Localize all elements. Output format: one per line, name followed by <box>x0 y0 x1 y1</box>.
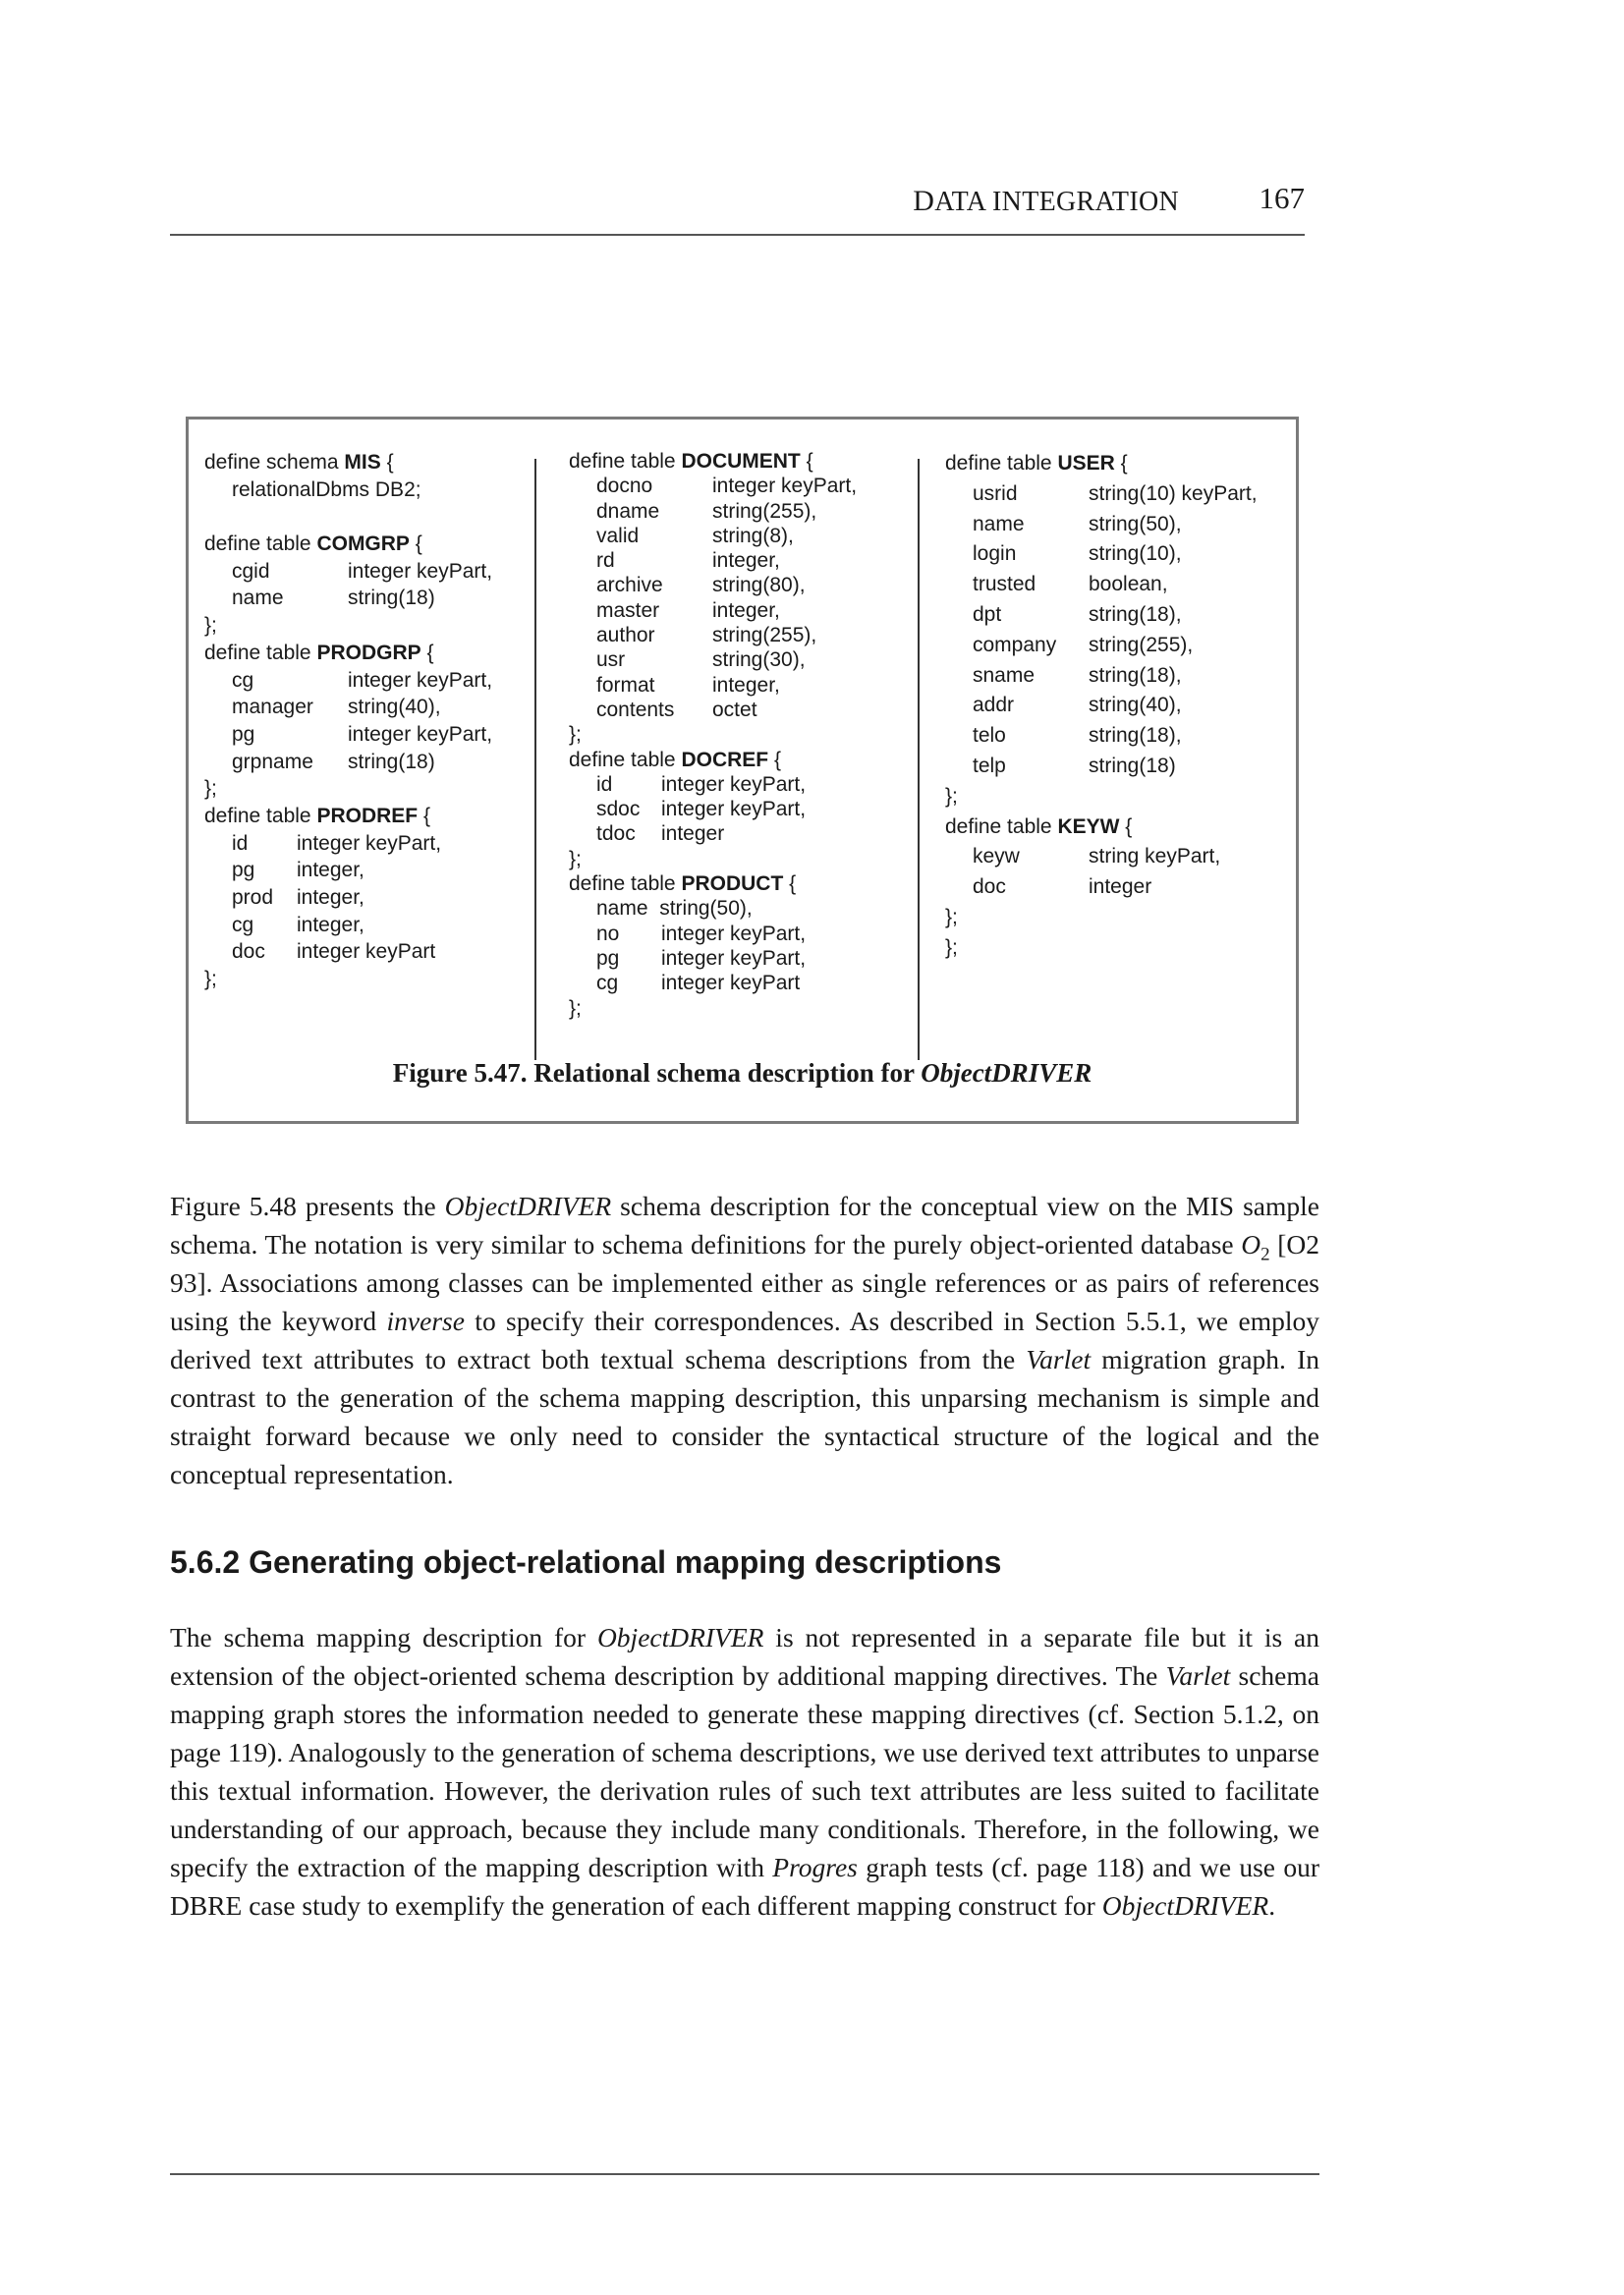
code-line: define table COMGRP { <box>204 532 422 556</box>
code-line: doc integer <box>973 875 1152 899</box>
code-line: master integer, <box>596 598 780 622</box>
schema-column-1 <box>204 449 492 993</box>
code-line: dname string(255), <box>596 499 817 523</box>
code-line: contents octet <box>596 698 757 721</box>
code-line: name string(18) <box>232 587 435 610</box>
code-line: pg integer, <box>232 859 364 882</box>
code-line: author string(255), <box>596 624 817 647</box>
code-line: grpname string(18) <box>232 750 435 773</box>
footer-rule <box>170 2173 1319 2175</box>
code-line: relationalDbms DB2; <box>232 477 421 501</box>
running-title: DATA INTEGRATION <box>913 185 1179 217</box>
schema-column-3 <box>945 449 1258 964</box>
code-line: trusted boolean, <box>973 573 1168 596</box>
code-line: cg integer keyPart, <box>232 668 493 692</box>
figure-5-47 <box>186 417 1299 1124</box>
column-divider <box>918 459 920 1060</box>
code-line: define table USER { <box>945 452 1128 475</box>
code-line: doc integer keyPart <box>232 940 436 964</box>
code-line: }; <box>204 614 217 638</box>
section-heading: 5.6.2 Generating object-relational mapping descriptions <box>170 1544 1002 1580</box>
code-line: }; <box>569 996 582 1020</box>
code-line: manager string(40), <box>232 696 441 719</box>
code-line: pg integer keyPart, <box>596 946 807 970</box>
code-line: format integer, <box>596 673 780 697</box>
body-paragraph: Figure 5.48 presents the ObjectDRIVER schema description for the conceptual view on the MIS sample schema. The notation is very similar to schema definitions for the purely object-oriented database $O_2$ [O2 93]. Associations among classes can be implemented either as single references or as pairs of references using the keyword inverse to specify their correspondences. As described in Section 5.5.1, we employ derived text attributes to extract both textual schema descriptions from the Varlet migration graph. In contrast to the generation of the schema mapping description, this unparsing mechanism is simple and straight forward because we only need to consider the syntactical structure of the logical and the conceptual representation. <box>170 1191 1319 1489</box>
column-divider <box>534 459 536 1060</box>
code-line: valid string(8), <box>596 524 794 547</box>
code-line: define table PRODGRP { <box>204 641 434 664</box>
code-line: sdoc integer keyPart, <box>596 798 807 821</box>
code-line: define table PRODREF { <box>204 804 430 827</box>
code-line: name string(50), <box>973 512 1182 535</box>
code-line: }; <box>945 784 958 808</box>
code-line: define table DOCREF { <box>569 748 781 771</box>
code-line: company string(255), <box>973 633 1194 656</box>
code-line: }; <box>204 777 217 801</box>
code-line: cg integer, <box>232 913 364 936</box>
schema-column-2 <box>569 449 857 1021</box>
code-line <box>204 503 492 531</box>
code-line: archive string(80), <box>596 574 806 597</box>
code-line: }; <box>945 935 958 959</box>
code-line: usr string(30), <box>596 648 806 672</box>
code-line: id integer keyPart, <box>596 772 807 796</box>
code-line: keyw string keyPart, <box>973 845 1221 868</box>
code-line: rd integer, <box>596 549 780 573</box>
body-paragraph: The schema mapping description for ObjectDRIVER is not represented in a separate file but it is an extension of the object-oriented schema description by additional mapping directives. The Varlet schema mapping graph stores the information needed to generate these mapping directives (cf. Section 5.1.2, on page 119). Analogously to the generation of schema descriptions, we use derived text attributes to unparse this textual information. However, the derivation rules of such text attributes are less suited to facilitate understanding of our approach, because they include many conditionals. Therefore, in the following, we specify the extraction of the mapping description with Progres graph tests (cf. page 118) and we use our DBRE case study to exemplify the generation of each different mapping construct for ObjectDRIVER. <box>170 1622 1319 1921</box>
code-line: login string(10), <box>973 542 1182 566</box>
running-header <box>170 181 1305 236</box>
code-line: sname string(18), <box>973 663 1182 687</box>
code-line: }; <box>945 905 958 928</box>
code-line: define table KEYW { <box>945 814 1133 838</box>
code-line: define table PRODUCT { <box>569 872 797 896</box>
code-line: prod integer, <box>232 886 364 909</box>
code-line: }; <box>569 847 582 870</box>
figure-caption: Figure 5.47. Relational schema description for ObjectDRIVER <box>392 1058 1092 1088</box>
code-line: telp string(18) <box>973 754 1176 777</box>
code-line: usrid string(10) keyPart, <box>973 481 1258 505</box>
code-line: name string(50), <box>596 897 753 921</box>
code-line: }; <box>204 968 217 991</box>
code-line: no integer keyPart, <box>596 922 807 945</box>
code-line: define schema MIS { <box>204 451 394 474</box>
code-line: cgid integer keyPart, <box>232 559 493 583</box>
code-line: addr string(40), <box>973 694 1182 717</box>
code-line: define table DOCUMENT { <box>569 450 813 473</box>
code-line: cg integer keyPart <box>596 972 801 995</box>
code-line: tdoc integer <box>596 822 725 846</box>
code-line: pg integer keyPart, <box>232 722 493 746</box>
code-line: docno integer keyPart, <box>596 475 858 498</box>
page-number: 167 <box>1259 181 1305 215</box>
code-line: id integer keyPart, <box>232 831 442 855</box>
code-line: }; <box>569 723 582 747</box>
code-line: dpt string(18), <box>973 602 1182 626</box>
code-line: telo string(18), <box>973 724 1182 748</box>
